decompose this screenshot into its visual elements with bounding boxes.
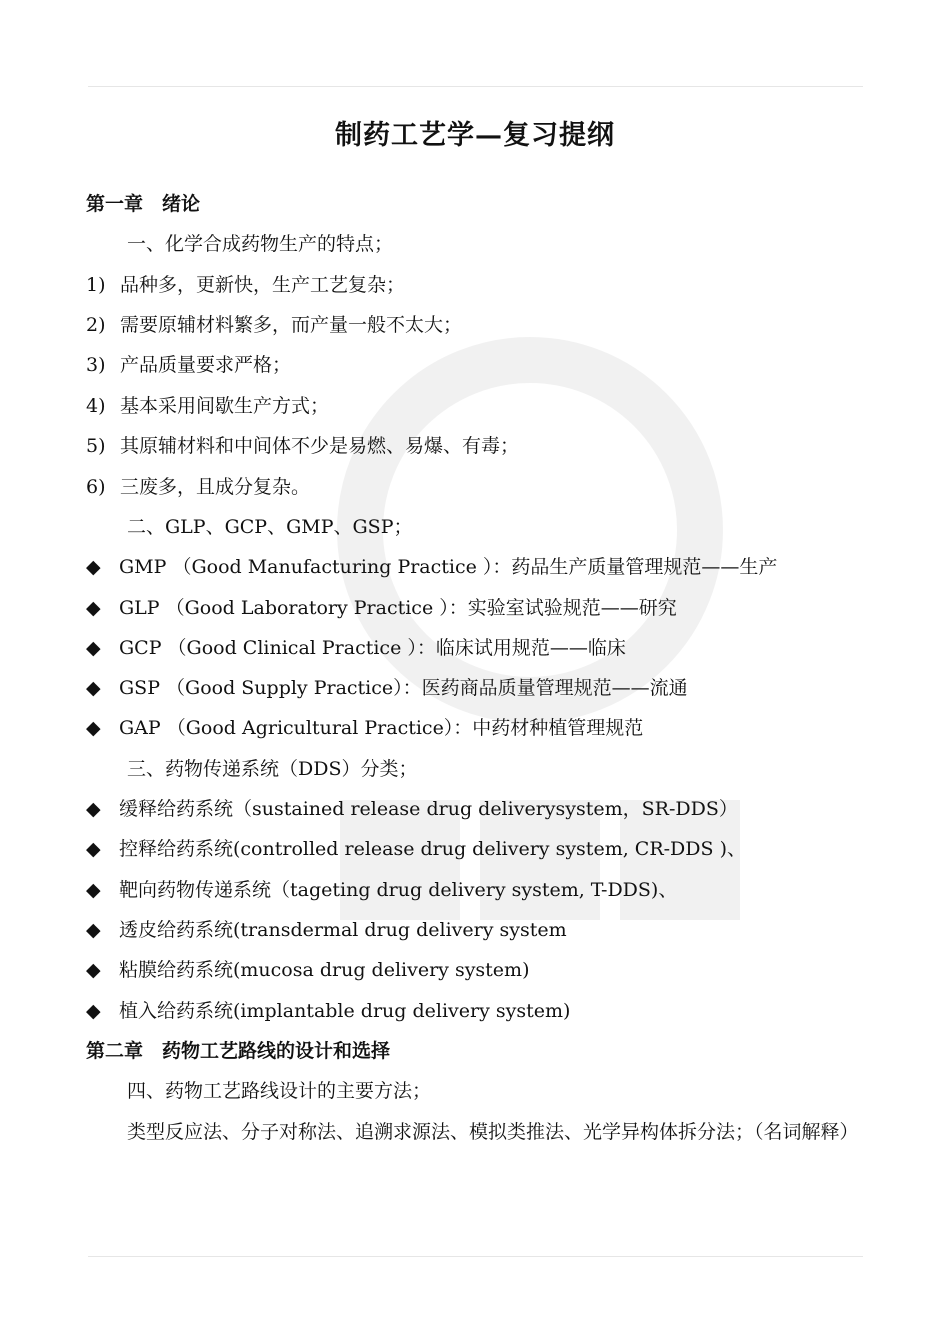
diamond-bullet-icon: ◆ [86,798,101,820]
diamond-bullet-icon: ◆ [86,1000,101,1022]
bullet-item [86,674,688,702]
bullet-item [86,714,643,742]
diamond-bullet-icon: ◆ [86,556,101,578]
list-text: 品种多，更新快，生产工艺复杂； [120,274,406,296]
list-number: 6) [86,476,106,498]
diamond-bullet-icon: ◆ [86,677,101,699]
chapter-1-heading: 第一章 绪论 [86,193,201,215]
bullet-text: 透皮给药系统(transdermal drug delivery system [119,919,567,941]
list-item [86,392,329,420]
bullet-item [86,997,570,1025]
bullet-text: 粘膜给药系统(mucosa drug delivery system) [119,959,530,981]
bullet-item [86,956,530,984]
bullet-text: 控释给药系统(controlled release drug delivery system, CR-DDS )、 [119,838,746,860]
diamond-bullet-icon: ◆ [86,879,101,901]
list-number: 4) [86,395,106,417]
list-item [86,432,519,460]
bullet-item [86,835,746,863]
diamond-bullet-icon: ◆ [86,597,101,619]
diamond-bullet-icon: ◆ [86,959,101,981]
diamond-bullet-icon: ◆ [86,838,101,860]
footer-rule [88,1256,863,1257]
list-item [86,351,291,379]
header-rule [88,86,863,87]
list-item [86,473,310,501]
list-text: 三废多，且成分复杂。 [120,476,311,498]
bullet-text: GSP （Good Supply Practice）：医药商品质量管理规范——流通 [119,677,688,699]
bullet-text: 植入给药系统(implantable drug delivery system) [119,1000,571,1022]
list-number: 5) [86,435,106,457]
list-text: 其原辅材料和中间体不少是易燃、易爆、有毒； [120,435,520,457]
section-1-heading: 一、化学合成药物生产的特点； [127,233,394,255]
section-2-heading: 二、GLP、GCP、GMP、GSP； [127,516,413,538]
list-text: 需要原辅材料繁多，而产量一般不太大； [120,314,463,336]
bullet-item [86,876,677,904]
diamond-bullet-icon: ◆ [86,717,101,739]
bullet-item [86,594,677,622]
bullet-text: GCP （Good Clinical Practice ）：临床试用规范——临床 [119,637,626,659]
list-text: 基本采用间歇生产方式； [120,395,330,417]
bullet-item [86,795,738,823]
section-4-paragraph: 类型反应法、分子对称法、追溯求源法、模拟类推法、光学异构体拆分法；（名词解释） [127,1121,859,1143]
section-4-heading: 四、药物工艺路线设计的主要方法； [127,1080,432,1102]
section-3-heading: 三、药物传递系统（DDS）分类； [127,758,418,780]
bullet-text: 靶向药物传递系统（tageting drug delivery system, T-DDS)、 [119,879,678,901]
diamond-bullet-icon: ◆ [86,919,101,941]
bullet-item [86,916,567,944]
diamond-bullet-icon: ◆ [86,637,101,659]
bullet-item [86,553,777,581]
bullet-text: GAP （Good Agricultural Practice）：中药材种植管理规范 [119,717,644,739]
list-number: 1) [86,274,106,296]
bullet-item [86,634,626,662]
list-text: 产品质量要求严格； [120,354,292,376]
list-item [86,271,405,299]
chapter-2-heading: 第二章 药物工艺路线的设计和选择 [86,1040,391,1062]
list-item [86,311,462,339]
bullet-text: 缓释给药系统（sustained release drug deliverysystem，SR-DDS） [119,798,738,820]
list-number: 3) [86,354,106,376]
bullet-text: GMP （Good Manufacturing Practice ）：药品生产质量管理规范——生产 [119,556,778,578]
list-number: 2) [86,314,106,336]
bullet-text: GLP （Good Laboratory Practice ）：实验室试验规范——研究 [119,597,677,619]
document-title: 制药工艺学—复习提纲 [335,120,615,151]
